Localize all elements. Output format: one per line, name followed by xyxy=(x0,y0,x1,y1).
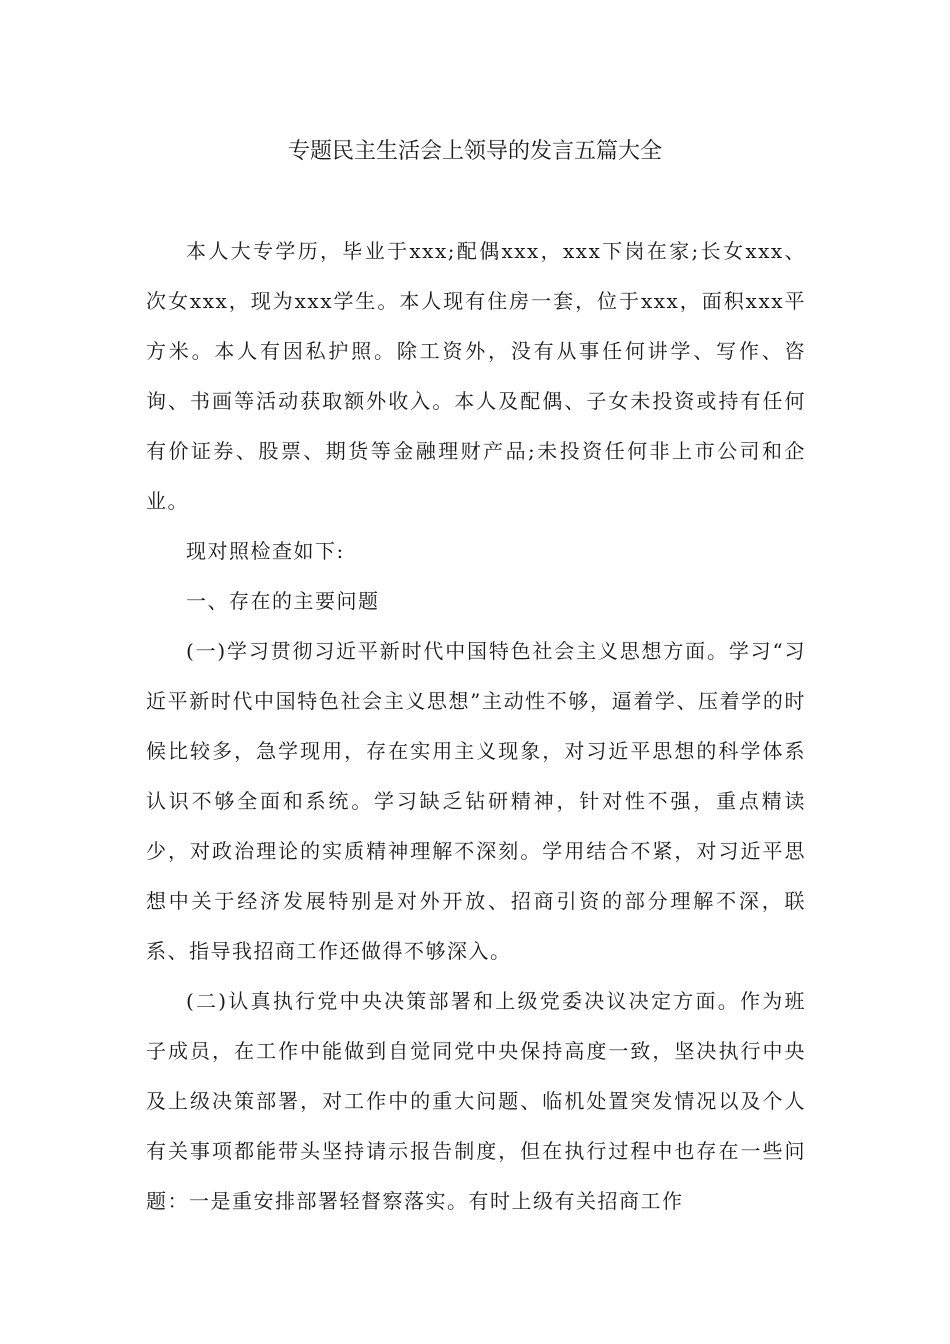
paragraph-intro: 现对照检查如下: xyxy=(186,539,345,563)
paragraph-execution: (二)认真执行党中央决策部署和上级党委决议决定方面。作为班子成员，在工作中能做到自觉同党中央保持高度一致，坚决执行中央及上级决策部署，对工作中的重大问题、临机处置突发情况以及个人有关事项都能带头坚持请示报告制度，但在执行过程中也存在一些问题：一是重安排部署轻督察落实。有时上级有关招商工作 xyxy=(146,989,806,1213)
paragraph-personal-info: 本人大专学历，毕业于xxx;配偶xxx，xxx下岗在家;长女xxx、次女xxx，现为xxx学生。本人现有住房一套，位于xxx，面积xxx平方米。本人有因私护照。除工资外，没有从事任何讲学、写作、咨询、书画等活动获取额外收入。本人及配偶、子女未投资或持有任何有价证券、股票、期货等金融理财产品;未投资任何非上市公司和企业。 xyxy=(146,239,806,513)
paragraph-study: (一)学习贯彻习近平新时代中国特色社会主义思想方面。学习“习近平新时代中国特色社会主义思想”主动性不够，逼着学、压着学的时候比较多，急学现用，存在实用主义现象，对习近平思想的科学体系认识不够全面和系统。学习缺乏钻研精神，针对性不强，重点精读少，对政治理论的实质精神理解不深刻。学用结合不紧，对习近平思想中关于经济发展特别是对外开放、招商引资的部分理解不深，联系、指导我招商工作还做得不够深入。 xyxy=(146,639,806,963)
document-body xyxy=(146,226,806,1226)
document-title: 专题民主生活会上领导的发言五篇大全 xyxy=(287,139,662,164)
section-heading-problems: 一、存在的主要问题 xyxy=(186,589,380,613)
